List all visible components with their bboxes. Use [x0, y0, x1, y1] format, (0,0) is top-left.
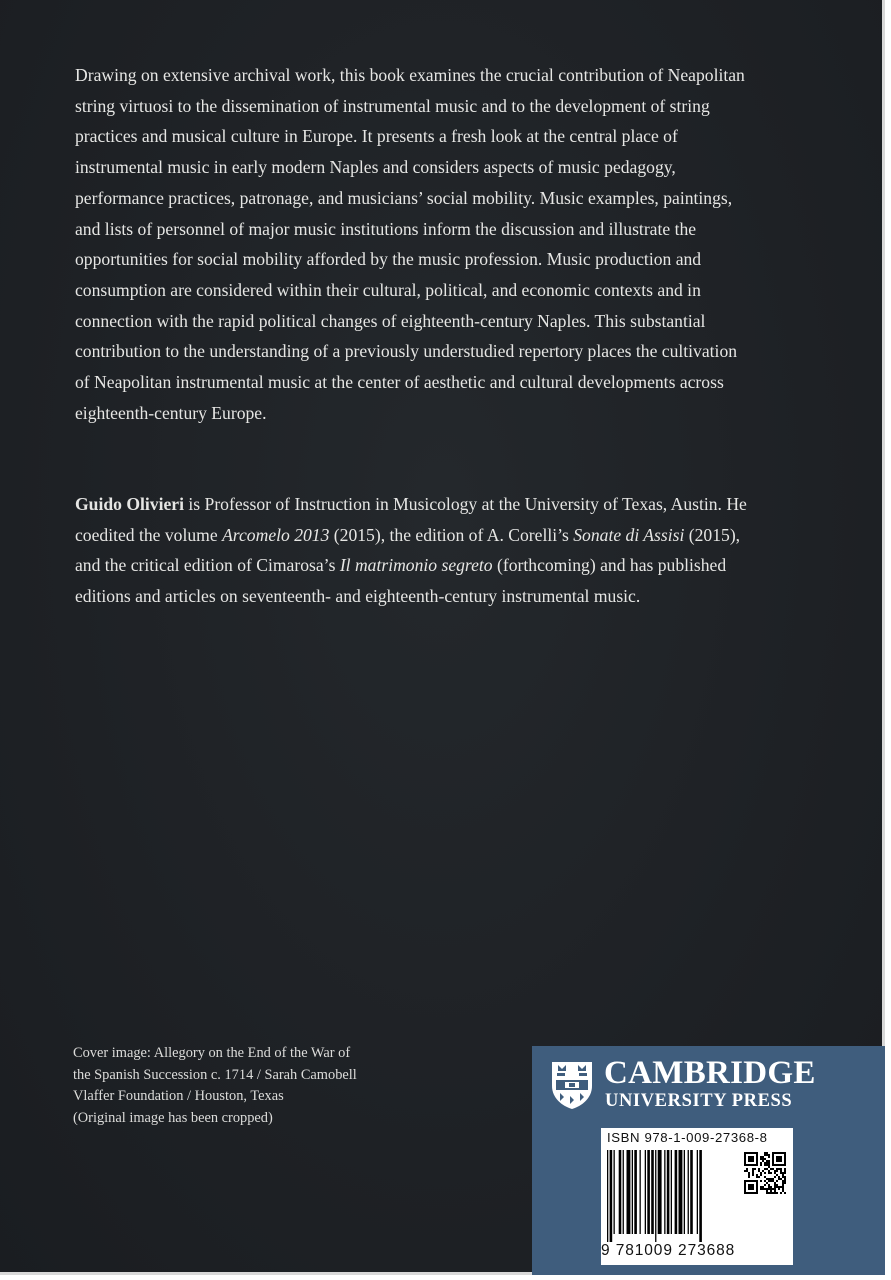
- author-bio: [75, 489, 755, 612]
- credit-line: Cover image: Allegory on the End of the War of: [73, 1045, 351, 1061]
- isbn-text: ISBN 978-1-009-27368-8: [607, 1130, 768, 1145]
- credit-line: (Original image has been cropped): [73, 1109, 273, 1126]
- cambridge-shield-icon: [550, 1060, 594, 1110]
- author-bio-text: (2015), the edition of A. Corelli’s: [329, 524, 574, 545]
- qr-code-icon: [744, 1152, 786, 1194]
- publisher-panel: [532, 1046, 885, 1275]
- work-title: Arcomelo 2013: [222, 524, 330, 545]
- work-title: Il matrimonio segreto: [339, 555, 493, 576]
- work-title: Sonate di Assisi: [573, 524, 685, 545]
- barcode-icon: [605, 1150, 743, 1242]
- cover-image-credit: [73, 1043, 403, 1129]
- credit-line: Vlaffer Foundation / Houston, Texas: [73, 1088, 284, 1104]
- publisher-subtitle: UNIVERSITY PRESS: [605, 1091, 793, 1111]
- publisher-name: CAMBRIDGE: [604, 1055, 816, 1091]
- credit-line: the Spanish Succession c. 1714 / Sarah Camobell: [73, 1066, 357, 1083]
- author-bio-text: is Professor of Instruction in Musicology at the University of Texas, Austin. He coedited the volume: [75, 494, 747, 545]
- barcode-label: [601, 1128, 793, 1265]
- author-name: Guido Olivieri: [75, 494, 184, 514]
- author-bio-text: (forthcoming) and has published editions and articles on seventeenth- and eighteenth-century instrumental music.: [75, 555, 727, 607]
- author-bio-text: (2015), and the critical edition of Cimarosa’s: [75, 524, 741, 576]
- book-description: Drawing on extensive archival work, this book examines the crucial contribution of Neapolitan string virtuosi to the dissemination of instrumental music and to the development of string practices and musical culture in Europe. It presents a fresh look at the central place of instrumental music in early modern Naples and considers aspects of music pedagogy, performance practices, patronage, and musicians’ social mobility. Music examples, paintings, and lists of personnel of major music institutions inform the discussion and illustrate the opportunities for social mobility afforded by the music profession. Music production and consumption are considered within their cultural, political, and economic contexts and in connection with the rapid political changes of eighteenth-century Naples. This substantial contribution to the understanding of a previously understudied repertory places the cultivation of Neapolitan instrumental music at the center of aesthetic and cultural developments across eighteenth-century Europe.: [75, 65, 745, 423]
- barcode-digits: 9 781009 273688: [601, 1242, 736, 1259]
